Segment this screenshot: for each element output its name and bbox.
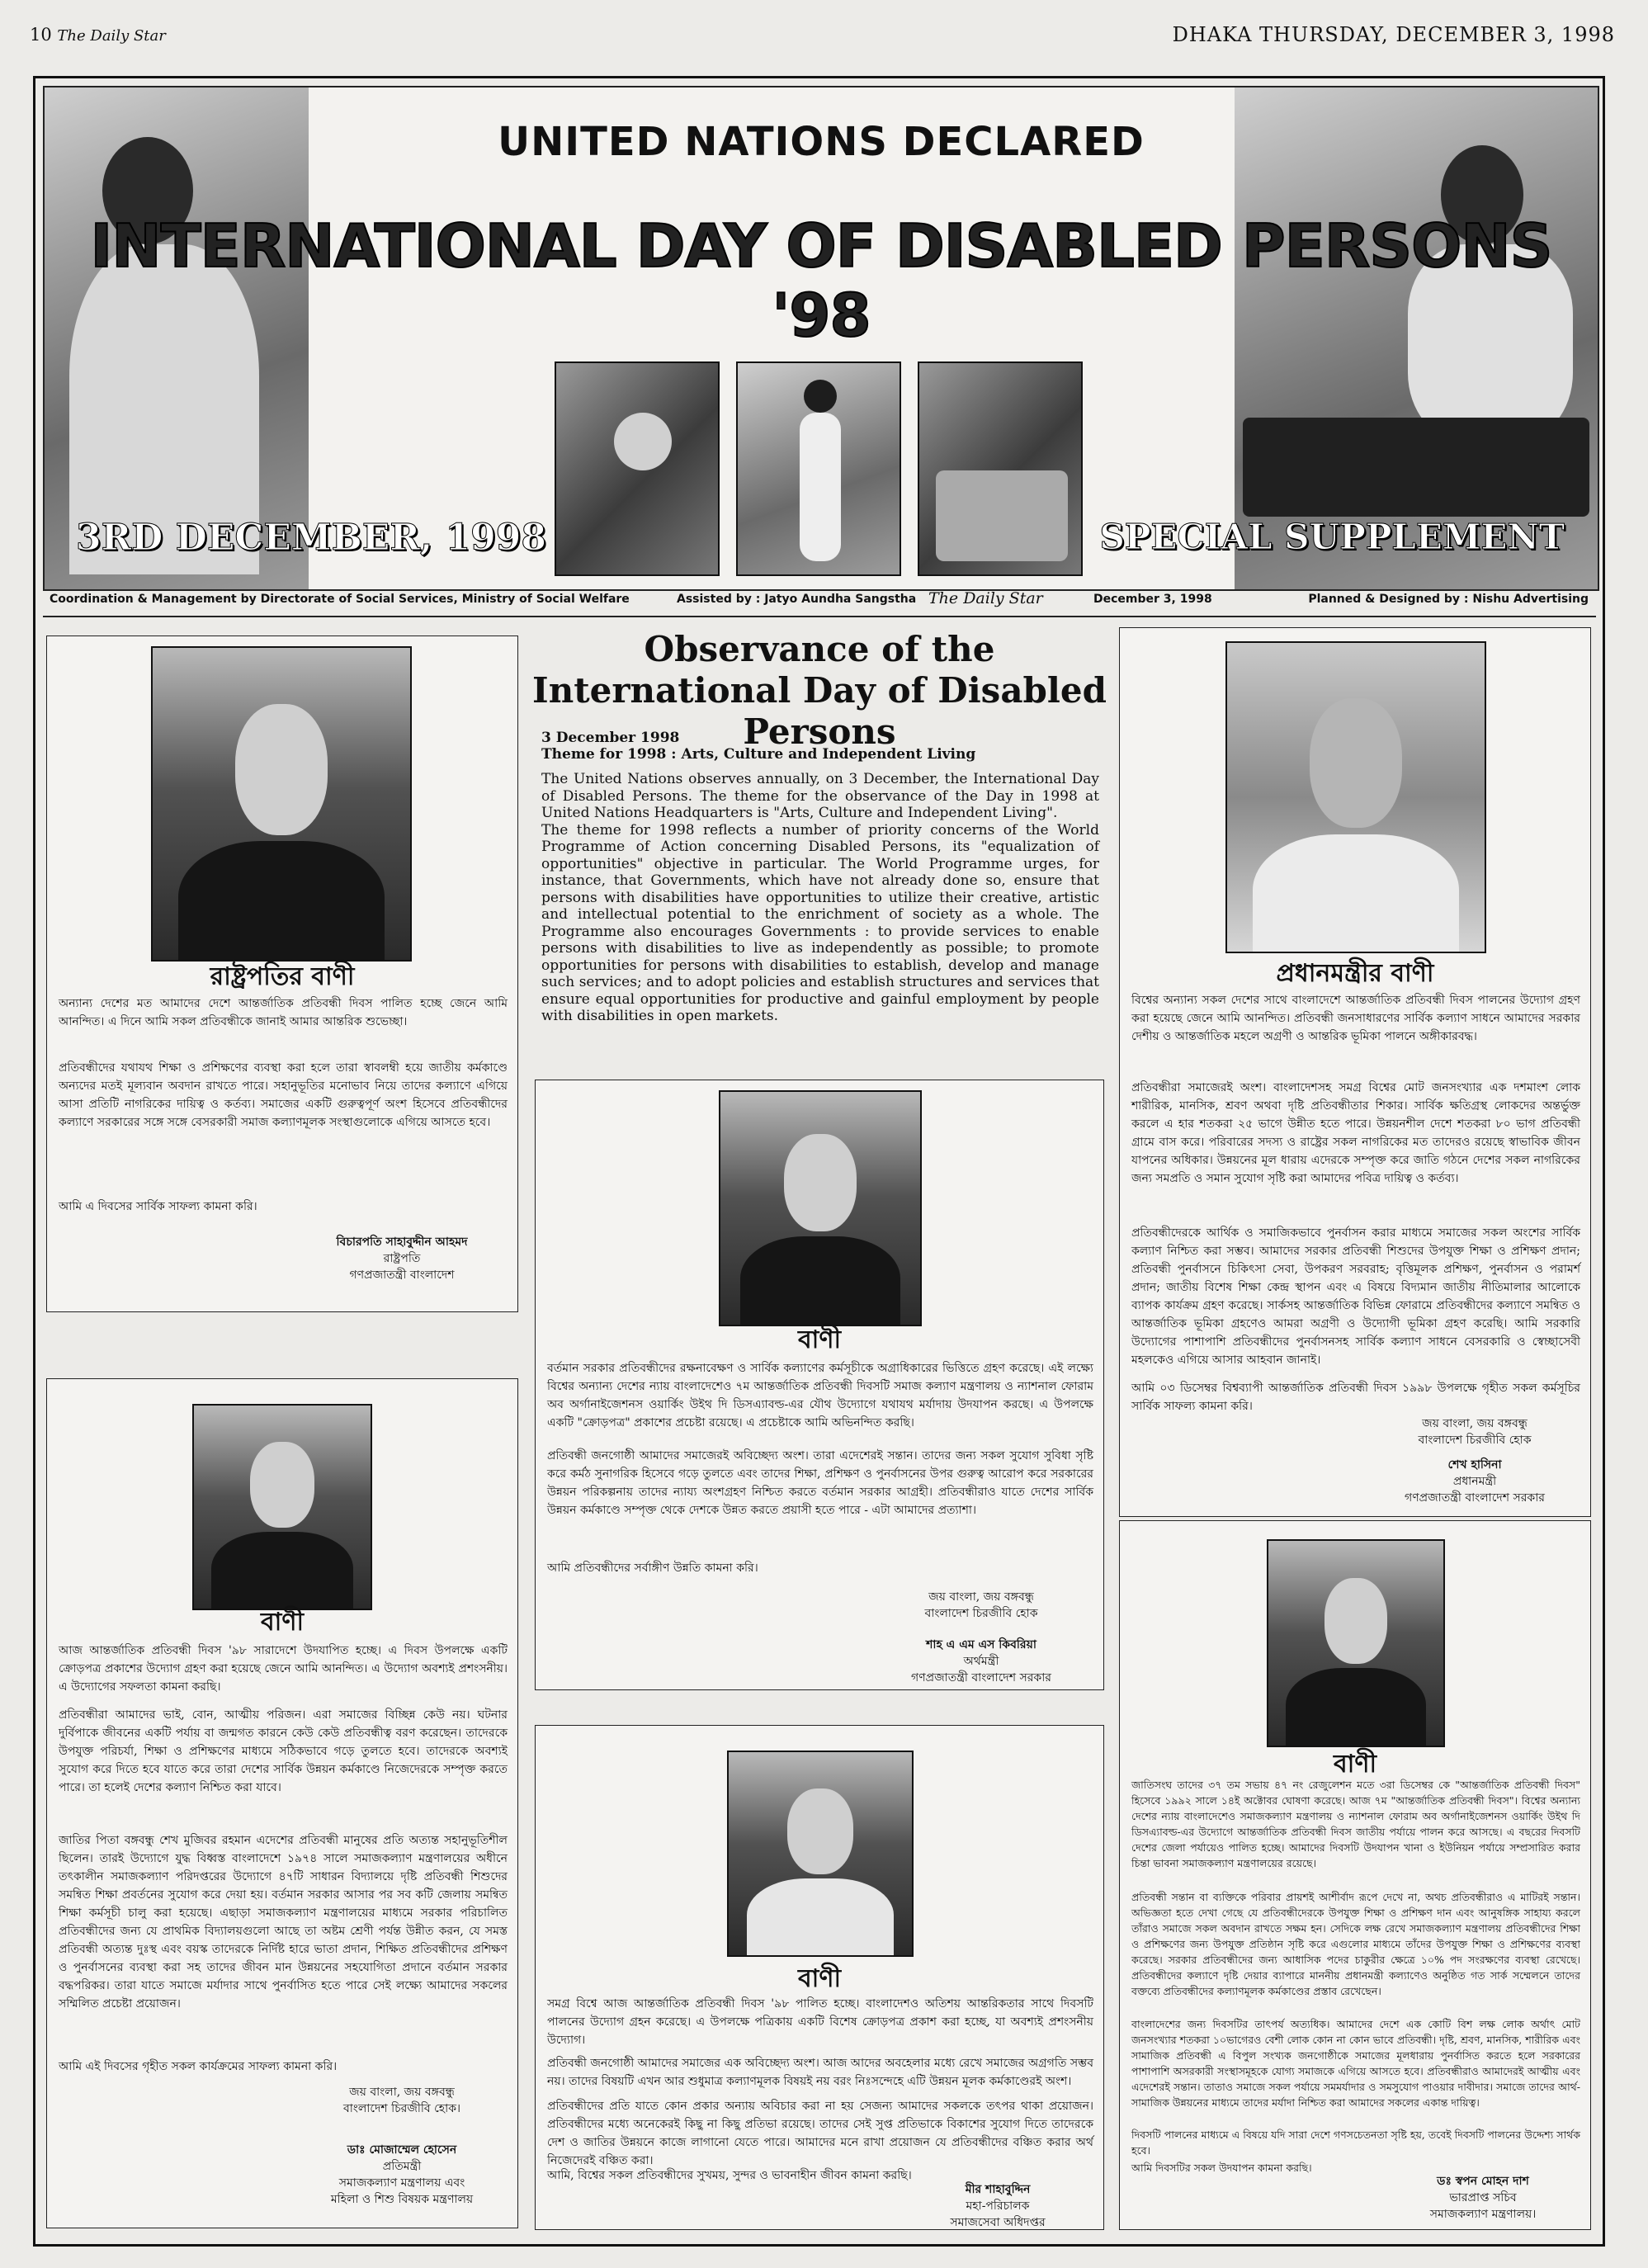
finance-minister-p1: বর্তমান সরকার প্রতিবন্ধীদের রক্ষনাবেক্ষণ ও সার্বিক কল্যাণের কর্মসূচীকে অগ্রাধিকারের ভিত্তিতে গ্রহণ করেছে। এই লক্ষ্যে বিশ্বের অন্যান্য দেশের ন্যায় বাংলাদেশেও ৭ম আন্তর্জাতিক প্রতিবন্ধী দিবসটি সমাজ কল্যাণ মন্ত্রণালয় ও ন্যাশনাল ফোরাম অব অর্গানাইজেশনস ওয়ার্কিং উইথ দি ডিসএ্যাবল্ড-এর যৌথ উদ্যোগে যথাযথ মর্যাদায় উদযাপন করছে। এ উপলক্ষে একটি "ক্রোড়পত্র" প্রকাশের প্রচেষ্টা রয়েছে। এ প্রচেষ্টাকে আমি অভিনন্দিত করছি। — [547, 1362, 1093, 1429]
state-minister-heading: বাণী — [260, 1608, 305, 1637]
prime-minister-portrait — [1225, 641, 1486, 953]
page-number-value: 10 — [30, 25, 52, 45]
prime-minister-p4: আমি ০৩ ডিসেম্বর বিশ্বব্যাপী আন্তর্জাতিক প্রতিবন্ধী দিবস ১৯৯৮ উপলক্ষে গৃহীত সকল কর্মসূচির সার্বিক সাফল্য কামনা করি। — [1131, 1382, 1580, 1413]
state-minister-p1: আজ আন্তর্জাতিক প্রতিবন্ধী দিবস '৯৮ সারাদেশে উদযাপিত হচ্ছে। এ দিবস উপলক্ষে একটি ক্রোড়পত্র প্রকাশের উদ্যোগ গ্রহণ করা হয়েছে জেনে আমি আনন্দিত। এ উদ্যোগ অবশ্যই প্রশংসনীয়। এ উদ্যোগের সফলতা কামনা করছি। — [59, 1644, 508, 1694]
finance-minister-signature — [866, 1589, 1097, 1686]
secretary-p4: দিবসটি পালনের মাধ্যমে এ বিষয়ে যদি সারা দেশে গণসচেতনতা সৃষ্টি হয়, তবেই দিবসটি পালনের উদ্দেশ্য সার্থক হবে। — [1131, 2129, 1580, 2157]
director-general-p4: আমি, বিশ্বের সকল প্রতিবন্ধীদের সুখময়, সুন্দর ও ভাবনাহীন জীবন কামনা করছি। — [547, 2169, 912, 2182]
banner-date: 3RD DECEMBER, 1998 — [76, 517, 547, 559]
prime-minister-p1: বিশ্বের অন্যান্য সকল দেশের সাথে বাংলাদেশে আন্তর্জাতিক প্রতিবন্ধী দিবস পালনের উদ্যোগ গ্রহণ করা হয়েছে জেনে আমি আনন্দিত। প্রতিবন্ধী জনসাধারণের সার্বিক কল্যাণ সাধনে আমাদের সরকার দেশীয় ও আন্তর্জাতিক মহলে অগ্রণী ও আন্তরিক ভূমিকা পালনে অঙ্গীকারবদ্ধ। — [1131, 994, 1580, 1043]
state-minister-slogan1: জয় বাংলা, জয় বঙ্গবন্ধু — [349, 2086, 455, 2099]
observance-para1: The United Nations observes annually, on 3 December, the International Day of Disabled Persons. The theme for the observance of the Day in 1998 at United Nations Headquarters is "Arts, Culture and Independent Living". — [541, 771, 1099, 821]
president-message — [46, 636, 518, 1312]
director-general-p1: সমগ্র বিশ্বে আজ আন্তর্জাতিক প্রতিবন্ধী দিবস '৯৮ পালিত হচ্ছে। বাংলাদেশও অতিশয় আন্তরিকতার সাথে দিবসটি পালনের উদ্যোগ গ্রহন করেছে। এ উপলক্ষে পত্রিকায় একটি বিশেষ ক্রোড়পত্র প্রকাশ করা হচ্ছে, যা অবশ্যই প্রশংসনীয় উদ্যোগ। — [547, 1997, 1093, 2047]
observance-theme: Theme for 1998 : Arts, Culture and Independent Living — [541, 746, 976, 763]
prime-minister-p2: প্রতিবন্ধীরা সমাজেরই অংশ। বাংলাদেশসহ সমগ্র বিশ্বের মোট জনসংখ্যার এক দশমাংশ লোক শারীরিক, মানসিক, শ্রবণ অথবা দৃষ্টি প্রতিবন্ধীতার শিকার। সার্বিক ক্ষতিগ্রস্থ লোকদের অন্তর্ভুক্ত করলে এ হার শতকরা ২৫ ভাগে উন্নীত হতে পারে। উন্নয়নশীল দেশে শতকরা ৮০ ভাগ প্রতিবন্ধী গ্রামে বাস করে। পরিবারের সদস্য ও রাষ্ট্রের সকল নাগরিকের মত তাদেরও রয়েছে স্বাভাবিক জীবন যাপনের অধিকার। উন্নয়নের মূল ধারায় এদেরকে সম্পৃক্ত করে জাতি গঠনে দেশের সকল নাগরিকের জন্য সমপ্রতি ও সমান সুযোগ সৃষ্টি করা আমাদের পবিত্র দায়িত্ব ও কর্তব্য। — [1131, 1081, 1580, 1185]
prime-minister-sig-org: গণপ্রজাতন্ত্রী বাংলাদেশ সরকার — [1405, 1491, 1545, 1505]
director-general-heading: বাণী — [797, 1964, 842, 1993]
secretary-signature — [1384, 2173, 1582, 2223]
state-minister-sig-org2: মহিলা ও শিশু বিষয়ক মন্ত্রণালয় — [330, 2193, 474, 2206]
prime-minister-message — [1119, 627, 1591, 1517]
president-signature — [295, 1234, 509, 1283]
president-sig-title: রাষ্ট্রপতি — [383, 1252, 421, 1265]
prime-minister-p3: প্রতিবন্ধীদেরকে আর্থিক ও সমাজিকভাবে পুনর্বাসন করার মাধ্যমে সমাজের সকল অংশের সার্বিক কল্যাণ নিশ্চিত করা সম্ভব। আমাদের সরকার প্রতিবন্ধী শিশুদের উপযুক্ত শিক্ষা ও প্রশিক্ষণ প্রদান; প্রতিবন্ধী পুনর্বাসনে চিকিৎসা সেবা, উপকরণ সরবরাহ; বৃত্তিমূলক প্রশিক্ষণ, পুনর্বাসন ও পরামর্শ প্রদান; জাতীয় বিশেষ শিক্ষা কেন্দ্র স্থাপন এবং এ বিষয়ে বিদ্যমান জাতীয় নীতিমালার আলোকে ব্যাপক কার্যক্রম গ্রহণ করেছে। সার্কসহ আন্তর্জাতিক বিভিন্ন ফোরামে প্রতিবন্ধীদের কল্যাণে সমন্বিত ও আন্তর্জাতিক ভূমিকা গ্রহণেও আমরা অগ্রণী ও উদ্যোগী ভূমিকা গ্রহণ করেছি। আমি সরকারি উদ্যোগের পাশাপাশি প্রতিবন্ধীদের পুনর্বাসনসহ সার্বিক কল্যাণ সাধনে বেসরকারি ও স্বেচ্ছাসেবী মহলকেও এগিয়ে আসার আহবান জানাই। — [1131, 1226, 1580, 1367]
credit-coordination: Coordination & Management by Directorate of Social Services, Ministry of Social Welfare — [50, 593, 630, 606]
credits-rule — [43, 616, 1596, 617]
secretary-p2: প্রতিবন্ধী সন্তান বা ব্যক্তিকে পরিবার প্রায়শই আশীর্বাদ রূপে দেখে না, অথচ প্রতিবন্ধীরাও এ মাটিরই সন্তান। অভিজ্ঞতা হতে দেখা গেছে যে প্রতিবন্ধীদেরকে উপযুক্ত শিক্ষা ও প্রশিক্ষণ দান এবং আনুষঙ্গিক সাহায্য করলে তাঁরাও সমাজে সকল অবদান রাখতে সক্ষম হন। সেদিকে লক্ষ রেখে সমাজকল্যাণ মন্ত্রণালয় প্রতিবন্ধীদের শিক্ষা ও প্রশিক্ষণের জন্য উপযুক্ত প্রতিষ্ঠান সৃষ্টি করে এগুলোর মাধ্যমে তাঁদের উপযুক্ত শিক্ষা ও প্রশিক্ষণের ব্যবস্থা করেছে। সরকার প্রতিবন্ধীদের জন্য আধাসিক পদের চাকুরীর ক্ষেত্রে ১০% পদ সংরক্ষণের ব্যবস্থা রেখেছে। প্রতিবন্ধীদের কল্যাণে দৃষ্টি দেয়ার ব্যাপারে মাননীয় প্রধানমন্ত্রী কল্যাণেও অনুষ্ঠিত গত সার্ক সম্মেলনে তাদের বক্তব্যে প্রতিবন্ধীদের কল্যাণমূলক কর্মকাণ্ডের প্রস্তাব রেখেছেন। — [1131, 1891, 1580, 1997]
secretary-heading: বাণী — [1333, 1750, 1377, 1779]
president-p1: অন্যান্য দেশের মত আমাদের দেশে আন্তর্জাতিক প্রতিবন্ধী দিবস পালিত হচ্ছে জেনে আমি আনন্দিত। এ দিনে আমি সকল প্রতিবন্ধীকে জানাই আমার আন্তরিক শুভেচ্ছা। — [59, 997, 508, 1028]
finance-minister-slogan2: বাংলাদেশ চিরজীবি হোক — [924, 1607, 1038, 1620]
credit-paper: The Daily Star — [928, 589, 1043, 607]
banner-photo-1 — [555, 361, 720, 576]
finance-minister-heading: বাণী — [797, 1325, 842, 1354]
state-minister-p2: প্রতিবন্ধীরা আমাদের ভাই, বোন, আত্মীয় পরিজন। এরা সমাজের বিচ্ছিন্ন কেউ নয়। ঘটনার দুর্বিপাকে জীবনের একটি পর্যায় বা জন্মগত কারনে কেউ কেউ প্রতিবন্ধীত্ব বরণ করেছেন। তাদেরকে উপযুক্ত পরিচর্যা, শিক্ষা ও প্রশিক্ষণের মাধ্যমে সঠিকভাবে গড়ে তুলতে হবে। তাদেরকে অবশ্যই সুযোগ করে দিতে হবে যাতে করে তারা দেশের সার্বিক উন্নয়ন কর্মকাণ্ডে নিজেদেরকে সম্পৃক্ত করতে পারে। তা হলেই দেশের কল্যাণ নিশ্চিত করা যাবে। — [59, 1708, 508, 1794]
director-general-portrait — [727, 1751, 914, 1957]
secretary-portrait — [1267, 1539, 1445, 1747]
state-minister-sig-org1: সমাজকল্যাণ মন্ত্রণালয় এবং — [338, 2176, 465, 2190]
prime-minister-slogan2: বাংলাদেশ চিরজীবি হোক — [1418, 1434, 1532, 1447]
credit-date: December 3, 1998 — [1093, 593, 1212, 606]
state-minister-sig-title: প্রতিমন্ত্রী — [382, 2160, 422, 2173]
secretary-sig-name: ডঃ স্বপন মোহন দাশ — [1437, 2175, 1529, 2188]
director-general-sig-title: মহা-পরিচালক — [966, 2199, 1030, 2213]
finance-minister-sig-name: শাহ এ এম এস কিবরিয়া — [926, 1638, 1036, 1651]
director-general-signature — [899, 2181, 1097, 2231]
prime-minister-sig-title: প্রধানমন্ত্রী — [1452, 1475, 1497, 1488]
observance-article — [531, 627, 1107, 1073]
credit-assisted: Assisted by : Jatyo Aundha Sangstha — [677, 593, 917, 606]
president-heading: রাষ্ট্রপতির বাণী — [210, 962, 355, 991]
president-portrait — [151, 646, 412, 962]
president-sig-org: গণপ্রজাতন্ত্রী বাংলাদেশ — [349, 1269, 455, 1282]
director-general-p3: প্রতিবন্ধীদের প্রতি যাতে কোন প্রকার অন্যায় অবিচার করা না হয় সেজন্য আমাদের সকলকে তৎপর থাকা প্রয়োজন। প্রতিবন্ধীদের মধ্যে অনেকেরই কিছু না কিছু প্রতিভা রয়েছে। তাদের সেই সুপ্ত প্রতিভাকে বিকাশের সুযোগ দিতে তাদেরকে দেশ ও জাতির উন্নয়নে কাজে লাগানো যেতে পারে। আমাদের মনে রাখা প্রয়োজন যে প্রতিবন্ধীদের বঞ্চিত করার অর্থ নিজেদেরই বঞ্চিত করা। — [547, 2100, 1093, 2167]
secretary-p5: আমি দিবসটির সকল উদযাপন কামনা করছি। — [1131, 2162, 1312, 2174]
president-p3: আমি এ দিবসের সার্বিক সাফল্য কামনা করি। — [59, 1200, 257, 1213]
prime-minister-signature — [1367, 1415, 1582, 1506]
director-general-sig-name: মীর শাহাবুদ্দিন — [965, 2183, 1031, 2196]
president-p2: প্রতিবন্ধীদের যথাযথ শিক্ষা ও প্রশিক্ষণের ব্যবস্থা করা হলে তারা স্বাবলম্বী হয়ে জাতীয় কর্মকাণ্ডে অন্যদের মতই মূল্যবান অবদান রাখতে পারে। সহানুভূতির মনোভাব নিয়ে তাদের কল্যাণে এগিয়ে আসা প্রতিটি নাগরিকের দায়িত্ব ও কর্তব্য। সমাজের একটি গুরুত্বপূর্ণ অংশ হিসেবে প্রতিবন্ধীদের কল্যাণে সরকারের সঙ্গে সঙ্গে বেসরকারী সমাজ কল্যাণমূলক সংস্থাগুলোকে এগিয়ে আসতে হবে। — [59, 1061, 508, 1129]
page-number — [30, 25, 166, 45]
president-sig-name: বিচারপতি সাহাবুদ্দীন আহমদ — [336, 1236, 468, 1249]
finance-minister-message — [535, 1080, 1104, 1690]
banner-photo-3 — [918, 361, 1083, 576]
secretary-sig-title: ভারপ্রাপ্ত সচিব — [1449, 2191, 1517, 2204]
secretary-message — [1119, 1520, 1591, 2230]
prime-minister-heading: প্রধানমন্ত্রীর বাণী — [1276, 959, 1434, 988]
prime-minister-sig-name: শেখ হাসিনা — [1447, 1458, 1502, 1472]
director-general-message — [535, 1725, 1104, 2230]
director-general-sig-org: সমাজসেবা অধিদপ্তর — [950, 2216, 1046, 2229]
state-minister-p3: জাতির পিতা বঙ্গবন্ধু শেখ মুজিবর রহমান এদেশের প্রতিবন্ধী মানুষের প্রতি অত্যন্ত সহানুভূতিশীল ছিলেন। তারই উদ্যোগে যুদ্ধ বিধ্বস্ত বাংলাদেশে ১৯৭৪ সালে সমাজকল্যাণ মন্ত্রণালয়ের অধীনে তৎকালীন সমাজকল্যাণ পরিদপ্তরের উদ্যোগে ৪৭টি সাধারন বিদ্যালয়ে দৃষ্টি প্রতিবন্ধী শিশুদের সমন্বিত শিক্ষা প্রবর্তনের সুযোগ করে দেয়া হয়। বর্তমান সরকার আসার পর সব কটি জেলায় সমন্বিত শিক্ষা কর্মসূচী চালু করা হয়েছে। এছাড়া সমাজকল্যাণ মন্ত্রণালয়ের মাধ্যমে সরকার পরিচালিত প্রতিবন্ধীদের জন্য যে প্রাথমিক বিদ্যালয়গুলো আছে তা অষ্টম শ্রেণী পর্যন্ত উন্নীত করন, যে সমস্ত প্রতিবন্ধী অত্যন্ত দুঃস্থ এবং বয়স্ক তাদেরকে নির্দিষ্ট হারে ভাতা প্রদান, শিক্ষিত প্রতিবন্ধীদের প্রশিক্ষণ ও পুনর্বাসনের ব্যবস্থা করা সহ তাদের জীবন মান উন্নয়নের সহযোগিতা প্রদানে বর্তমান সরকার বদ্ধপরিকর। তারা যাতে সমাজে মর্যাদার সাথে পুনর্বাসিত হতে পারে সেই লক্ষ্যে আমাদের সকলের সম্মিলিত প্রচেষ্টা প্রয়োজন। — [59, 1834, 508, 2010]
dateline: DHAKA THURSDAY, DECEMBER 3, 1998 — [1172, 23, 1615, 46]
finance-minister-slogan1: জয় বাংলা, জয় বঙ্গবন্ধু — [928, 1590, 1034, 1604]
state-minister-portrait — [192, 1404, 372, 1610]
finance-minister-sig-title: অর্থমন্ত্রী — [963, 1655, 999, 1668]
state-minister-p4: আমি এই দিবসের গৃহীত সকল কার্যক্রমের সাফল্য কামনা করি। — [59, 2060, 338, 2073]
paper-name: The Daily Star — [57, 27, 166, 45]
banner-photo-2 — [736, 361, 901, 576]
finance-minister-p2: প্রতিবন্ধী জনগোষ্ঠী আমাদের সমাজেরই অবিচ্ছেদ্য অংশ। তারা এদেশেরই সন্তান। তাদের জন্য সকল সুযোগ সুবিধা সৃষ্টি করে কর্মঠ সুনাগরিক হিসেবে গড়ে তুলতে এবং তাদের শিক্ষা, প্রশিক্ষণ ও পুনর্বাসনের উপর গুরুত্ব আরোপ করে সরকারের উন্নয়ন পরিকল্পনায় তাদের ন্যায্য অংশগ্রহণ নিশ্চিত করতে বর্তমান সরকার আগ্রহী। প্রতিবন্ধীরাও যাতে দেশের সার্বিক উন্নয়ন কর্মকাণ্ডে সম্পৃক্ত থেকে দেশকে উন্নত করতে প্রয়াসী হতে পারে - এটা আমাদের প্রত্যাশা। — [547, 1449, 1093, 1517]
observance-para2: The theme for 1998 reflects a number of priority concerns of the World Programme of Action concerning Disabled Persons, its "equalization of opportunities" objective in particular. The World Programme urges, for instance, that Governments, which have not already done so, ensure that persons with disabilities have opportunities to utilize their creative, artistic and intellectual potential to the enrichment of society as a whole. The Programme also encourages Governments : to provide services to enable persons with disabilities to live as independently as possible; to promote opportunities for persons with disabilities to establish, develop and manage such services; and to adopt policies and establish structures and services that ensure equal opportunities for productive and gainful employment by people with disabilities in open markets. — [541, 821, 1099, 1024]
state-minister-sig-name: ডাঃ মোজাম্মেল হোসেন — [347, 2143, 457, 2157]
banner-top-line: UNITED NATIONS DECLARED — [498, 119, 1145, 165]
observance-body — [541, 771, 1099, 1025]
secretary-p1: জাতিসংঘ তাদের ৩৭ তম সভায় ৪৭ নং রেজুলেশন মতে ৩রা ডিসেম্বর কে "আন্তর্জাতিক প্রতিবন্ধী দিবস" হিসেবে ১৯৯২ সালে ১৪ই অক্টোবর ঘোষণা করেছে। আজ ৭ম "আন্তর্জাতিক প্রতিবন্ধী দিবস"। বিশ্বের অন্যান্য দেশের ন্যায় বাংলাদেশেও সমাজকল্যাণ মন্ত্রণালয় ও ন্যাশনাল ফোরাম অব অর্গানাইজেশনস ওয়ার্কিং উইথ দি ডিসএ্যাবল্ড-এর উদ্যোগে আন্তর্জাতিক প্রতিবন্ধী দিবস জাতীয় পর্যায়ে পালন করে আসছে। এ বছরের দিবসটি দেশের জেলা পর্যায়েও পালিত হচ্ছে। আমাদের দিবসটি উদযাপন খানা ও ইউনিয়ন পর্যায়ে সম্প্রসারিত করার চিন্তা ভাবনা সমাজকল্যাণ মন্ত্রণালয়ের রয়েছে। — [1131, 1779, 1580, 1869]
prime-minister-slogan1: জয় বাংলা, জয় বঙ্গবন্ধু — [1422, 1417, 1528, 1430]
state-minister-message — [46, 1378, 518, 2228]
state-minister-slogan2: বাংলাদেশ চিরজীবি হোক। — [342, 2102, 461, 2115]
secretary-sig-org: সমাজকল্যাণ মন্ত্রণালয়। — [1429, 2208, 1537, 2221]
finance-minister-p3: আমি প্রতিবন্ধীদের সর্বাঙ্গীণ উন্নতি কামনা করি। — [547, 1562, 758, 1575]
observance-date: 3 December 1998 — [541, 730, 680, 746]
observance-title: Observance of the International Day of Disabled Persons — [532, 629, 1107, 752]
finance-minister-portrait — [719, 1090, 922, 1326]
state-minister-signature — [295, 2084, 509, 2208]
credit-designed: Planned & Designed by : Nishu Advertising — [1308, 593, 1589, 606]
director-general-p2: প্রতিবন্ধী জনগোষ্ঠী আমাদের সমাজের এক অবিচ্ছেদ্য অংশ। আজ আদের অবহেলার মধ্যে রেখে সমাজের অগ্রগতি সম্ভব নয়। তাদের বিষয়টি এখন আর শুধুমাত্র কল্যাণমূলক বিষয়ই নয় বরং নিঃসন্দেহে এটি উন্নয়ন মূলক কর্মকাণ্ডেরই অংশ। — [547, 2057, 1093, 2088]
secretary-p3: বাংলাদেশের জন্য দিবসটির তাৎপর্য অত্যধিক। আমাদের দেশে এক কোটি বিশ লক্ষ লোক অর্থাৎ মোট জনসংখ্যার শতকরা ১০ভাগেরও বেশী লোক কোন না কোন ভাবে প্রতিবন্ধী। দৃষ্টি, শ্রবণ, মানসিক, শারীরিক এবং সামাজিক প্রতিবন্ধী এ বিপুল সংখ্যক জনগোষ্ঠীকে সমাজের মূলধারায় পুনর্বাসিত করতে হলে সরকারের পাশাপাশি অসরকারী সংস্থাসমূহকে যোগ্য সমাজকে এগিয়ে আসতে হবে। প্রতিবন্ধীরাও আমাদেরই আত্মীয় এবং এদেশেরই সন্তান। তাতাও সমাজে সকল পর্যায়ে সমমর্যাদার ও সমসুযোগ পাওয়ার দাবীদার। সমাজে তাদের আর্থ-সামাজিক উন্নয়নের মাধ্যমে তাদের মর্যাদা নিশ্চিত করা আমাদের সকলের একান্ত দায়িত্ব। — [1131, 2018, 1580, 2109]
banner-main-title: INTERNATIONAL DAY OF DISABLED PERSONS '98 — [90, 211, 1552, 350]
finance-minister-sig-org: গণপ্রজাতন্ত্রী বাংলাদেশ সরকার — [911, 1671, 1051, 1684]
supplement-banner — [43, 86, 1599, 591]
banner-label: SPECIAL SUPPLEMENT — [1099, 517, 1565, 557]
